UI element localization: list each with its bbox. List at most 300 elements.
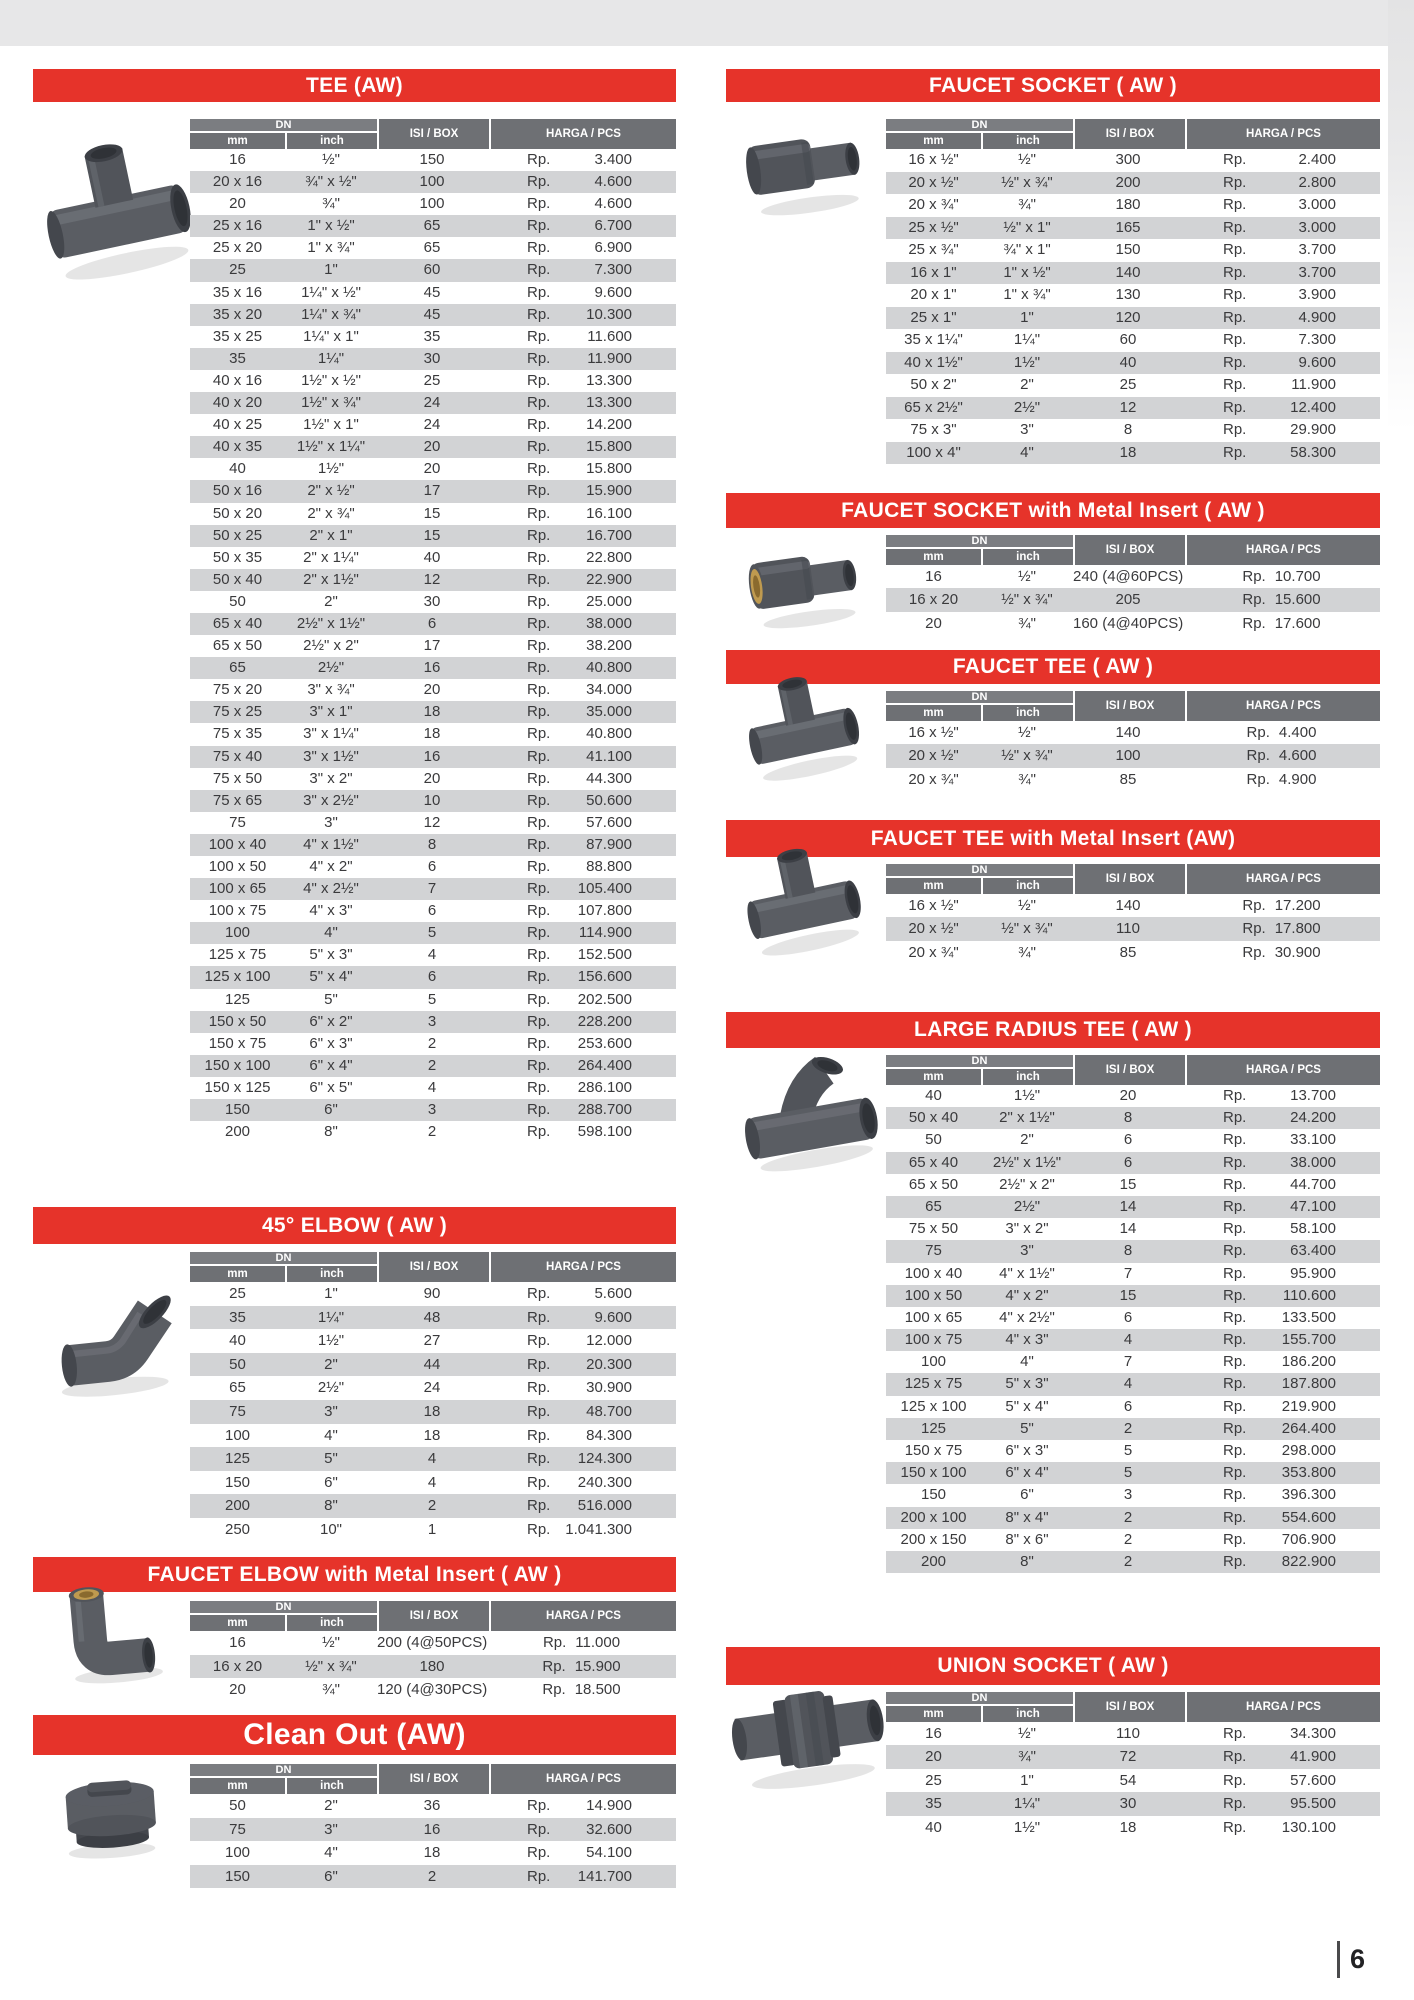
currency-label: Rp. bbox=[527, 703, 551, 721]
cell-inch: 3" x 2" bbox=[309, 769, 353, 787]
cell-isi-box: 18 bbox=[423, 1844, 441, 1861]
column-header-mm: mm bbox=[227, 1780, 248, 1792]
price-value: 88.800 bbox=[586, 858, 632, 875]
price-value: 22.800 bbox=[586, 548, 632, 566]
currency-label: Rp. bbox=[1223, 1795, 1247, 1813]
currency-label: Rp. bbox=[527, 924, 551, 942]
currency-label: Rp. bbox=[527, 637, 551, 655]
cell-price bbox=[487, 458, 676, 480]
table-row bbox=[190, 304, 676, 326]
cell-inch: ¾" bbox=[1018, 1748, 1036, 1766]
cell-inch: 10" bbox=[319, 1520, 342, 1538]
cell-inch: 6" x 4" bbox=[1005, 1464, 1049, 1482]
cell-price bbox=[487, 1794, 676, 1818]
cell-inch: 8" x 6" bbox=[1005, 1530, 1049, 1548]
currency-label: Rp. bbox=[1223, 353, 1247, 371]
currency-label: Rp. bbox=[1223, 1109, 1247, 1127]
socketb-fitting-icon bbox=[728, 515, 880, 643]
section-title: FAUCET ELBOW with Metal Insert ( AW ) bbox=[147, 1563, 562, 1586]
table-row bbox=[190, 1447, 676, 1471]
table-row bbox=[886, 1085, 1380, 1107]
cell-price bbox=[487, 1865, 676, 1889]
cell-mm: 150 x 100 bbox=[900, 1464, 967, 1482]
price-value: 32.600 bbox=[586, 1820, 632, 1838]
currency-label: Rp. bbox=[1223, 1771, 1247, 1789]
cell-inch: 2½" x 1½" bbox=[296, 614, 366, 632]
cell-price bbox=[487, 414, 676, 436]
cell-isi-box: 180 bbox=[1115, 196, 1141, 213]
table-row bbox=[886, 1285, 1380, 1307]
currency-label: Rp. bbox=[1223, 1530, 1247, 1548]
price-value: 13.300 bbox=[586, 371, 632, 389]
price-value: 22.900 bbox=[586, 570, 632, 588]
elbow45-fitting-icon bbox=[41, 1255, 189, 1407]
price-value: 202.500 bbox=[577, 990, 632, 1008]
cell-price bbox=[487, 370, 676, 392]
cell-isi-box: 5 bbox=[427, 924, 437, 942]
cell-inch: 1" x ½" bbox=[1003, 263, 1051, 281]
currency-label: Rp. bbox=[1223, 1552, 1247, 1570]
column-header-mm: mm bbox=[923, 707, 944, 719]
price-value: 3.700 bbox=[1298, 241, 1336, 258]
price-value: 35.000 bbox=[586, 703, 632, 721]
table-row bbox=[190, 392, 676, 414]
table-row bbox=[886, 612, 1380, 635]
cell-inch: 1½" bbox=[1013, 1818, 1041, 1836]
price-value: 63.400 bbox=[1290, 1242, 1336, 1260]
price-value: 3.700 bbox=[1298, 263, 1336, 281]
product-photo-large_radius_tee bbox=[732, 1025, 884, 1183]
cell-isi-box: 2 bbox=[427, 1123, 437, 1141]
currency-label: Rp. bbox=[1223, 1087, 1247, 1104]
cell-price bbox=[1183, 588, 1380, 611]
cell-mm: 250 bbox=[224, 1520, 251, 1538]
cell-mm: 65 x 50 bbox=[908, 1175, 959, 1193]
cell-price bbox=[487, 657, 676, 679]
column-header-dn bbox=[886, 864, 1073, 894]
table-row bbox=[886, 1152, 1380, 1174]
cell-price bbox=[1183, 1240, 1380, 1262]
cell-mm: 150 x 75 bbox=[208, 1034, 267, 1052]
cleanout-fitting-icon bbox=[43, 1750, 179, 1876]
cell-price bbox=[487, 326, 676, 348]
currency-label: Rp. bbox=[1242, 614, 1266, 632]
cell-mm: 20 bbox=[229, 195, 246, 213]
price-value: 13.300 bbox=[586, 394, 632, 412]
cell-inch: 1¼" x ¾" bbox=[301, 305, 361, 323]
price-value: 4.600 bbox=[594, 173, 632, 191]
cell-mm: 40 bbox=[925, 1818, 942, 1836]
cell-mm: 150 x 125 bbox=[204, 1078, 271, 1096]
table-row bbox=[190, 613, 676, 635]
product-photo-faucet_tee_mi bbox=[734, 825, 870, 963]
price-value: 15.900 bbox=[586, 482, 632, 500]
column-header-inch: inch bbox=[981, 133, 1073, 149]
table-row bbox=[886, 1218, 1380, 1240]
table-row bbox=[190, 458, 676, 480]
currency-label: Rp. bbox=[527, 681, 551, 699]
cell-inch: 2½" bbox=[1013, 398, 1041, 416]
price-value: 130.100 bbox=[1281, 1818, 1336, 1836]
currency-label: Rp. bbox=[542, 1681, 566, 1698]
cell-isi-box: 7 bbox=[1123, 1264, 1133, 1282]
cell-isi-box: 12 bbox=[423, 570, 441, 588]
cell-mm: 75 x 35 bbox=[212, 725, 263, 743]
cell-inch: ½" bbox=[1018, 568, 1036, 585]
cell-mm: 16 bbox=[925, 1725, 942, 1742]
cell-mm: 50 x 35 bbox=[212, 548, 263, 566]
price-value: 58.100 bbox=[1290, 1220, 1336, 1238]
cell-mm: 20 bbox=[925, 1748, 942, 1766]
table-row bbox=[190, 525, 676, 547]
dn-label: DN bbox=[886, 535, 1073, 549]
table-row bbox=[190, 1400, 676, 1424]
cell-inch: 6" bbox=[324, 1867, 338, 1885]
price-table-faucet_elbow_mi bbox=[190, 1601, 676, 1702]
cell-price bbox=[1183, 262, 1380, 285]
cell-price bbox=[487, 591, 676, 613]
price-value: 9.600 bbox=[594, 283, 632, 301]
cell-isi-box: 4 bbox=[427, 946, 437, 964]
cell-inch: 4" x 3" bbox=[309, 902, 353, 920]
cell-inch: 2½" x 1½" bbox=[992, 1153, 1062, 1171]
section-title: UNION SOCKET ( AW ) bbox=[937, 1654, 1169, 1677]
cell-inch: 2" x 1¼" bbox=[303, 548, 359, 566]
cell-price bbox=[487, 1055, 676, 1077]
price-value: 29.900 bbox=[1290, 421, 1336, 438]
cell-isi-box: 4 bbox=[427, 1078, 437, 1096]
cell-price bbox=[487, 790, 676, 812]
page-number-divider bbox=[1337, 1941, 1340, 1978]
cell-inch: 1½" x ¾" bbox=[301, 394, 361, 412]
cell-inch: 4" bbox=[1020, 1353, 1034, 1371]
cell-mm: 20 x ½" bbox=[908, 173, 959, 191]
cell-price bbox=[487, 1424, 676, 1448]
banner-tee bbox=[33, 69, 676, 102]
cell-mm: 65 bbox=[229, 1379, 246, 1397]
currency-label: Rp. bbox=[527, 1844, 551, 1861]
cell-inch: 1½" bbox=[1013, 353, 1041, 371]
column-header-isi-box: ISI / BOX bbox=[377, 1252, 489, 1282]
cell-inch: ½" bbox=[1018, 897, 1036, 914]
price-value: 7.300 bbox=[1298, 331, 1336, 348]
cell-inch: ½" x ¾" bbox=[1001, 920, 1053, 938]
cell-isi-box: 12 bbox=[423, 813, 441, 831]
column-header-dn bbox=[190, 119, 377, 149]
tee-fitting-icon bbox=[35, 109, 197, 294]
column-header-harga-pcs: HARGA / PCS bbox=[489, 1252, 676, 1282]
currency-label: Rp. bbox=[1223, 1725, 1247, 1742]
price-value: 41.900 bbox=[1290, 1748, 1336, 1766]
cell-inch: 4" x 1½" bbox=[999, 1264, 1055, 1282]
currency-label: Rp. bbox=[527, 1867, 551, 1885]
currency-label: Rp. bbox=[1242, 591, 1266, 609]
cell-price bbox=[487, 1033, 676, 1055]
product-photo-faucet_tee bbox=[734, 655, 870, 787]
column-header-harga-pcs: HARGA / PCS bbox=[489, 119, 676, 149]
table-row bbox=[886, 1307, 1380, 1329]
currency-label: Rp. bbox=[1242, 943, 1266, 961]
currency-label: Rp. bbox=[527, 990, 551, 1008]
cell-mm: 35 x 16 bbox=[212, 283, 263, 301]
table-row bbox=[886, 1107, 1380, 1129]
cell-price bbox=[487, 966, 676, 988]
currency-label: Rp. bbox=[1223, 218, 1247, 236]
cell-isi-box: 15 bbox=[423, 526, 441, 544]
section-faucet_tee bbox=[726, 650, 1380, 791]
cell-price bbox=[487, 1077, 676, 1099]
cell-inch: 3" x 1¼" bbox=[303, 725, 359, 743]
cell-isi-box: 6 bbox=[1123, 1308, 1133, 1326]
currency-label: Rp. bbox=[527, 1450, 551, 1468]
cell-price bbox=[1183, 284, 1380, 307]
cell-inch: 2" x ¾" bbox=[307, 504, 355, 522]
table-row bbox=[190, 1655, 676, 1679]
cell-price bbox=[1183, 1351, 1380, 1373]
currency-label: Rp. bbox=[527, 1820, 551, 1838]
page-top-edge bbox=[0, 0, 1414, 46]
price-value: 11.900 bbox=[1291, 376, 1336, 393]
cell-isi-box: 12 bbox=[1119, 398, 1137, 416]
cell-mm: 125 bbox=[920, 1419, 947, 1437]
table-row bbox=[190, 171, 676, 193]
price-value: 10.300 bbox=[586, 305, 632, 323]
price-value: 34.000 bbox=[586, 681, 632, 699]
currency-label: Rp. bbox=[527, 1379, 551, 1397]
cell-mm: 40 bbox=[229, 1332, 246, 1350]
product-photo-elbow45 bbox=[41, 1255, 189, 1407]
cell-inch: 1" bbox=[324, 1285, 338, 1302]
table-row bbox=[190, 834, 676, 856]
cell-mm: 100 bbox=[224, 1844, 251, 1861]
cell-inch: ½" bbox=[1018, 151, 1036, 168]
cell-mm: 65 bbox=[925, 1197, 942, 1215]
cell-inch: 2" bbox=[324, 592, 338, 610]
cell-inch: 2" x 1½" bbox=[999, 1109, 1055, 1127]
cell-inch: 1½" x ½" bbox=[301, 371, 361, 389]
section-tee bbox=[33, 69, 676, 1143]
price-value: 15.800 bbox=[586, 438, 632, 456]
currency-label: Rp. bbox=[1223, 398, 1247, 416]
price-value: 44.300 bbox=[586, 769, 632, 787]
table-row bbox=[886, 374, 1380, 397]
table-row bbox=[190, 856, 676, 878]
table-row bbox=[886, 1484, 1380, 1506]
price-table-tee bbox=[190, 119, 676, 1143]
column-header-mm: mm bbox=[227, 1617, 248, 1629]
cell-inch: 8" x 4" bbox=[1005, 1508, 1049, 1526]
cell-price bbox=[487, 1329, 676, 1353]
price-value: 95.500 bbox=[1290, 1795, 1336, 1813]
table-row bbox=[190, 1518, 676, 1542]
cell-price bbox=[1183, 1085, 1380, 1107]
cell-price bbox=[1183, 1107, 1380, 1129]
currency-label: Rp. bbox=[527, 725, 551, 743]
cell-price bbox=[1183, 1329, 1380, 1351]
table-row bbox=[886, 588, 1380, 611]
table-row bbox=[190, 569, 676, 591]
cell-isi-box: 160 (4@40PCS) bbox=[1073, 614, 1184, 632]
section-title: FAUCET SOCKET ( AW ) bbox=[929, 74, 1177, 97]
currency-label: Rp. bbox=[527, 1101, 551, 1119]
currency-label: Rp. bbox=[527, 1355, 551, 1373]
cell-price bbox=[487, 1494, 676, 1518]
price-value: 34.300 bbox=[1290, 1725, 1336, 1742]
currency-label: Rp. bbox=[1223, 1175, 1247, 1193]
table-row bbox=[886, 917, 1380, 940]
column-header-dn bbox=[190, 1601, 377, 1631]
price-table-faucet_tee_mi bbox=[886, 864, 1380, 964]
currency-label: Rp. bbox=[1223, 443, 1247, 461]
cell-price bbox=[1183, 1373, 1380, 1395]
price-value: 124.300 bbox=[577, 1450, 632, 1468]
cell-price bbox=[1183, 721, 1380, 744]
cell-mm: 50 x 20 bbox=[212, 504, 263, 522]
cell-price bbox=[1183, 1529, 1380, 1551]
cell-mm: 20 x ½" bbox=[908, 747, 959, 765]
currency-label: Rp. bbox=[527, 769, 551, 787]
cell-isi-box: 65 bbox=[423, 239, 441, 257]
table-row bbox=[886, 284, 1380, 307]
table-row bbox=[190, 326, 676, 348]
cell-isi-box: 200 bbox=[1115, 173, 1141, 191]
cell-inch: 1½" x 1" bbox=[303, 416, 359, 434]
section-title: LARGE RADIUS TEE ( AW ) bbox=[914, 1018, 1192, 1041]
cell-mm: 25 x ¾" bbox=[908, 241, 959, 258]
cell-inch: 3" x 2½" bbox=[303, 791, 359, 809]
cell-isi-box: 300 bbox=[1115, 151, 1141, 168]
column-header-dn bbox=[886, 1055, 1073, 1085]
table-row bbox=[190, 635, 676, 657]
cell-price bbox=[487, 392, 676, 414]
cell-inch: 2" bbox=[324, 1797, 338, 1814]
cell-mm: 75 bbox=[229, 813, 246, 831]
price-value: 2.800 bbox=[1298, 173, 1336, 191]
table-row bbox=[886, 329, 1380, 352]
price-value: 516.000 bbox=[577, 1497, 632, 1515]
table-row bbox=[886, 894, 1380, 917]
cell-inch: 1¼" x 1" bbox=[303, 327, 359, 345]
cell-inch: 6" bbox=[324, 1101, 338, 1119]
cell-inch: 8" bbox=[1020, 1552, 1034, 1570]
price-value: 30.900 bbox=[586, 1379, 632, 1397]
table-row bbox=[886, 1816, 1380, 1839]
cell-price bbox=[487, 746, 676, 768]
currency-label: Rp. bbox=[527, 1285, 551, 1302]
price-value: 706.900 bbox=[1281, 1530, 1336, 1548]
cell-isi-box: 7 bbox=[427, 880, 437, 898]
cell-mm: 16 x ½" bbox=[908, 897, 959, 914]
cell-mm: 125 x 100 bbox=[900, 1397, 967, 1415]
cell-isi-box: 18 bbox=[423, 1402, 441, 1420]
cell-mm: 100 bbox=[224, 924, 251, 942]
banner-clean_out bbox=[33, 1715, 676, 1755]
cell-mm: 75 x 65 bbox=[212, 791, 263, 809]
cell-mm: 100 x 40 bbox=[904, 1264, 963, 1282]
price-value: 187.800 bbox=[1281, 1375, 1336, 1393]
lrtee-fitting-icon bbox=[732, 1025, 884, 1183]
cell-isi-box: 5 bbox=[1123, 1464, 1133, 1482]
table-row bbox=[190, 1376, 676, 1400]
currency-label: Rp. bbox=[1223, 151, 1247, 168]
cell-mm: 25 x 1" bbox=[910, 308, 957, 326]
table-row bbox=[886, 442, 1380, 465]
price-value: 44.700 bbox=[1290, 1175, 1336, 1193]
table-row bbox=[190, 1329, 676, 1353]
price-value: 48.700 bbox=[586, 1402, 632, 1420]
cell-inch: 2" bbox=[1020, 376, 1034, 393]
price-value: 219.900 bbox=[1281, 1397, 1336, 1415]
column-header-inch: inch bbox=[285, 1266, 377, 1282]
cell-inch: 5" x 3" bbox=[1005, 1375, 1049, 1393]
column-header-harga-pcs: HARGA / PCS bbox=[1185, 119, 1380, 149]
cell-inch: 2" bbox=[1020, 1131, 1034, 1149]
cell-mm: 150 x 75 bbox=[904, 1442, 963, 1459]
cell-mm: 50 bbox=[229, 1355, 246, 1373]
cell-mm: 200 x 100 bbox=[900, 1508, 967, 1526]
cell-mm: 20 x 1" bbox=[910, 286, 957, 303]
cell-mm: 75 x 50 bbox=[908, 1220, 959, 1238]
cell-inch: 1¼" x ½" bbox=[301, 283, 361, 301]
table-header bbox=[190, 1764, 676, 1794]
cell-mm: 50 bbox=[229, 592, 246, 610]
table-header bbox=[886, 1055, 1380, 1085]
cell-mm: 40 x 16 bbox=[212, 371, 263, 389]
table-row bbox=[886, 352, 1380, 375]
price-value: 554.600 bbox=[1281, 1508, 1336, 1526]
currency-label: Rp. bbox=[1223, 1486, 1247, 1504]
cell-price bbox=[487, 878, 676, 900]
cell-price bbox=[487, 304, 676, 326]
dn-label: DN bbox=[190, 119, 377, 133]
cell-isi-box: 30 bbox=[1119, 1795, 1137, 1813]
cell-mm: 200 x 150 bbox=[900, 1530, 967, 1548]
table-row bbox=[886, 1351, 1380, 1373]
cell-mm: 16 x 20 bbox=[908, 591, 959, 609]
price-value: 156.600 bbox=[577, 968, 632, 986]
section-faucet_tee_mi bbox=[726, 820, 1380, 964]
currency-label: Rp. bbox=[1242, 568, 1266, 585]
cell-inch: 4" bbox=[324, 1426, 338, 1444]
table-row bbox=[190, 922, 676, 944]
currency-label: Rp. bbox=[527, 1012, 551, 1030]
price-value: 4.400 bbox=[1278, 724, 1317, 741]
cell-isi-box: 4 bbox=[1123, 1375, 1133, 1393]
cell-isi-box: 6 bbox=[427, 614, 437, 632]
cell-price bbox=[487, 900, 676, 922]
cell-isi-box: 2 bbox=[427, 1497, 437, 1515]
cell-isi-box: 6 bbox=[427, 902, 437, 920]
cell-inch: ½" bbox=[322, 151, 340, 168]
cell-price bbox=[1183, 1263, 1380, 1285]
cell-mm: 50 bbox=[925, 1131, 942, 1149]
column-header-isi-box: ISI / BOX bbox=[377, 1764, 489, 1794]
cell-isi-box: 150 bbox=[1115, 241, 1141, 258]
cell-price bbox=[1183, 1152, 1380, 1174]
cell-mm: 40 x 35 bbox=[212, 438, 263, 456]
table-row bbox=[886, 1529, 1380, 1551]
price-value: 11.900 bbox=[587, 349, 632, 367]
table-row bbox=[190, 1841, 676, 1865]
price-value: 107.800 bbox=[577, 902, 632, 920]
cell-price bbox=[1183, 1218, 1380, 1240]
price-value: 7.300 bbox=[594, 261, 632, 279]
cell-price bbox=[1183, 1484, 1380, 1506]
price-value: 95.900 bbox=[1290, 1264, 1336, 1282]
cell-inch: 1¼" bbox=[317, 349, 345, 367]
currency-label: Rp. bbox=[527, 239, 551, 257]
currency-label: Rp. bbox=[1223, 196, 1247, 213]
